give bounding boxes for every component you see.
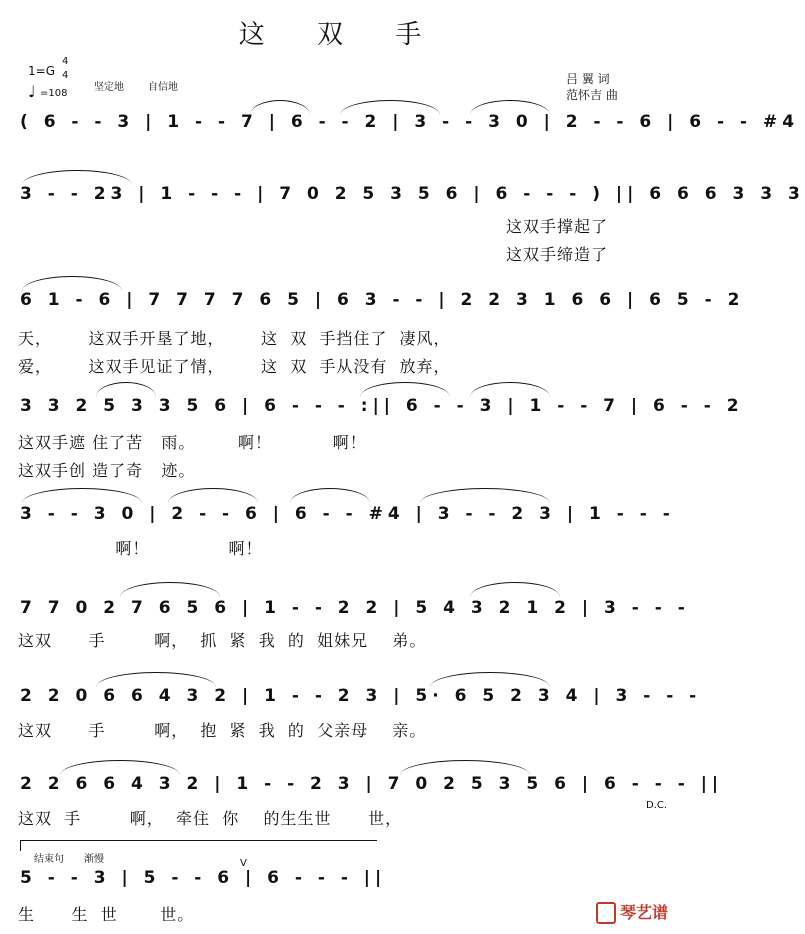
slur bbox=[470, 382, 550, 397]
expression-mark-1: 坚定地 bbox=[94, 82, 124, 93]
lyric-line-3b: 爱， 这双手见证了情， 这 双 手从没有 放弃， bbox=[18, 357, 451, 376]
lyric-line-4b: 这双手创 造了奇 迹。 bbox=[18, 461, 196, 480]
notation-line-7: 2 2 0 6 6 4 3 2 | 1 - - 2 3 | 5· 6 5 2 3 4 | 3 - - - bbox=[20, 686, 702, 706]
lyric-line-4a: 这双手遮 住了苦 雨。 啊！ 啊！ bbox=[18, 433, 367, 452]
lyric-line-9: 生 生 世 世。 bbox=[18, 905, 195, 924]
lyric-line-7: 这双 手 啊， 抱 紧 我 的 父亲母 亲。 bbox=[18, 721, 427, 740]
expression-mark-2: 自信地 bbox=[148, 82, 178, 93]
lyric-line-5: 啊！ 啊！ bbox=[18, 539, 263, 558]
slur bbox=[168, 488, 258, 503]
slur bbox=[470, 100, 550, 115]
slur bbox=[60, 760, 180, 775]
slur bbox=[22, 488, 142, 503]
slur bbox=[120, 582, 220, 597]
slur bbox=[360, 382, 450, 397]
slur bbox=[22, 276, 122, 291]
notation-line-4: 3 3 2 5 3 3 5 6 | 6 - - - :|| 6 - - 3 | 1 - - 7 | 6 - - 2 bbox=[20, 396, 744, 416]
ending-bracket bbox=[20, 840, 377, 851]
tempo-mark: =108 bbox=[40, 88, 68, 99]
key-signature: 1=G bbox=[28, 64, 55, 78]
notation-line-2: 3 - - 23 | 1 - - - | 7 0 2 5 3 5 6 | 6 - - - ) || 6 6 6 3 3 3 bbox=[20, 184, 805, 204]
time-signature-bottom: 4 bbox=[62, 70, 69, 81]
watermark-logo bbox=[596, 900, 668, 925]
notation-line-8: 2 2 6 6 4 3 2 | 1 - - 2 3 | 7 0 2 5 3 5 6 | 6 - - - || bbox=[20, 774, 724, 794]
composer: 范怀吉 曲 bbox=[566, 88, 618, 102]
slur bbox=[250, 100, 310, 115]
watermark-text: 琴艺谱 bbox=[619, 902, 668, 922]
slur bbox=[340, 100, 440, 115]
ending-label: 结束句 bbox=[34, 854, 64, 865]
slur bbox=[400, 760, 530, 775]
ritardando-label: 渐慢 bbox=[84, 854, 104, 865]
slur bbox=[96, 382, 156, 397]
da-capo-mark: D.C. bbox=[646, 800, 668, 811]
slur bbox=[96, 672, 216, 687]
slur bbox=[22, 170, 132, 185]
notation-line-9: 5 - - 3 | 5 - - 6 | 6 - - - || bbox=[20, 868, 387, 888]
notation-line-1: ( 6 - - 3 | 1 - - 7 | 6 - - 2 | 3 - - 3 0 | 2 - - 6 | 6 - - #4 bbox=[20, 112, 800, 132]
lyric-line-6: 这双 手 啊， 抓 紧 我 的 姐妹兄 弟。 bbox=[18, 631, 427, 650]
breath-mark: V bbox=[240, 858, 247, 869]
slur bbox=[420, 488, 550, 503]
lyric-line-2a: 这双手撑起了 bbox=[506, 217, 609, 236]
notation-line-5: 3 - - 3 0 | 2 - - 6 | 6 - - #4 | 3 - - 2 3 | 1 - - - bbox=[20, 504, 675, 524]
slur bbox=[430, 672, 550, 687]
notation-line-3: 6 1 - 6 | 7 7 7 7 6 5 | 6 3 - - | 2 2 3 1 6 6 | 6 5 - 2 bbox=[20, 290, 745, 310]
lyric-line-2b: 这双手缔造了 bbox=[506, 245, 609, 264]
lyric-line-3a: 天， 这双手开垦了地， 这 双 手挡住了 凄风， bbox=[18, 329, 451, 348]
time-signature-top: 4 bbox=[62, 56, 69, 67]
page-title: 这 双 手 bbox=[238, 20, 444, 50]
slur bbox=[470, 582, 560, 597]
quarter-note-icon: ♩ bbox=[28, 82, 36, 101]
notation-line-6: 7 7 0 2 7 6 5 6 | 1 - - 2 2 | 5 4 3 2 1 2 | 3 - - - bbox=[20, 598, 690, 618]
lyric-line-8: 这双 手 啊， 牵住 你 的生生世 世， bbox=[18, 809, 403, 828]
lyricist: 吕 翼 词 bbox=[566, 72, 610, 86]
watermark-icon bbox=[596, 902, 616, 924]
slur bbox=[290, 488, 370, 503]
